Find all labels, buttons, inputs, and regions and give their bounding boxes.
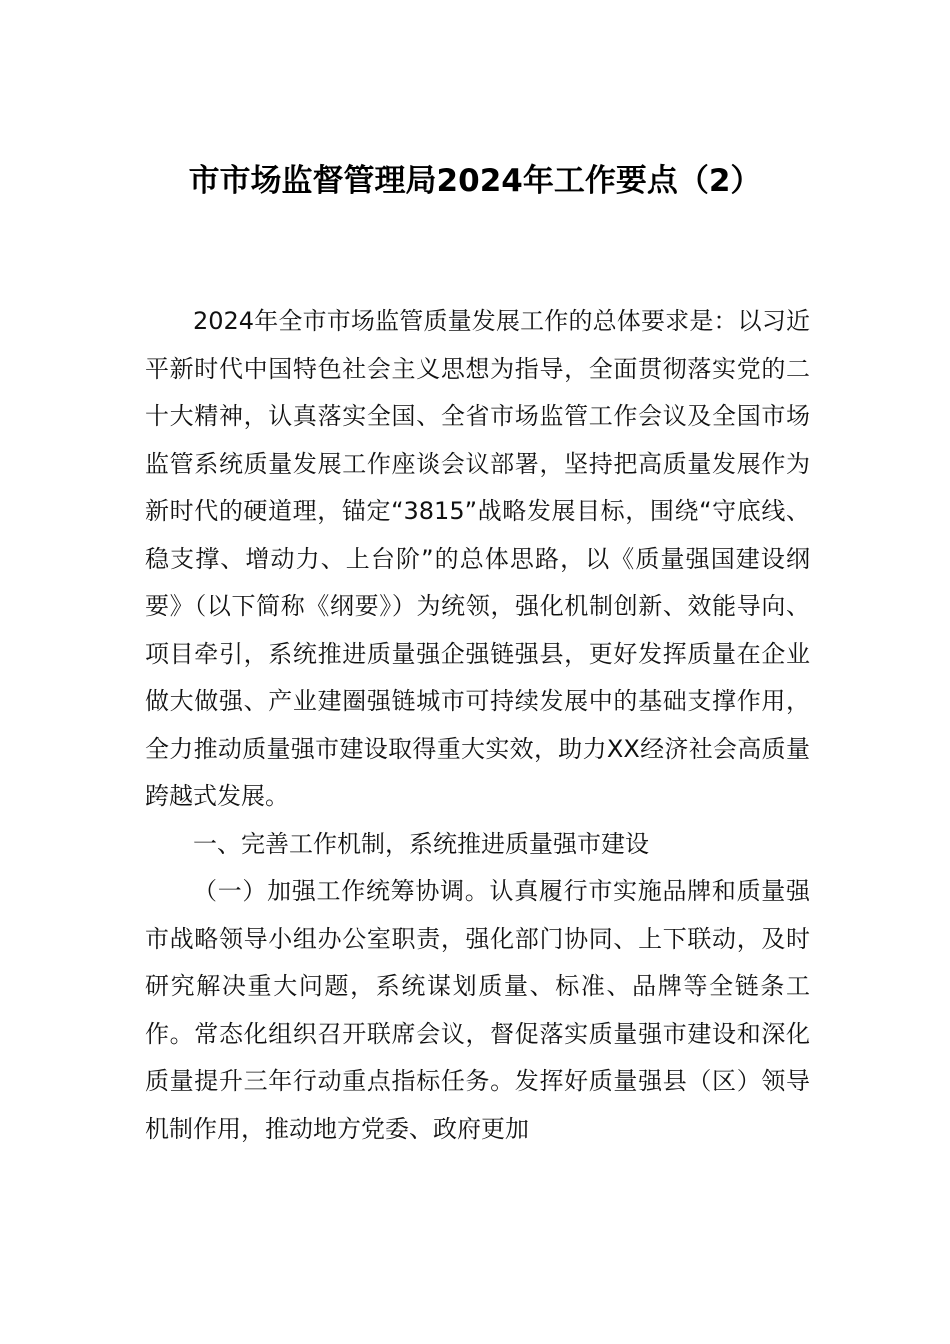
document-body bbox=[145, 298, 810, 1153]
section-heading-1: 一、完善工作机制，系统推进质量强市建设 bbox=[193, 829, 649, 858]
paragraph-coordination: （一）加强工作统筹协调。认真履行市实施品牌和质量强市战略领导小组办公室职责，强化部门协同、上下联动，及时研究解决重大问题，系统谋划质量、标准、品牌等全链条工作。常态化组织召开联席会议，督促落实质量强市建设和深化质量提升三年行动重点指标任务。发挥好质量强县（区）领导机制作用，推动地方党委、政府更加 bbox=[145, 877, 810, 1143]
paragraph-general-requirements: 2024年全市市场监管质量发展工作的总体要求是：以习近平新时代中国特色社会主义思想为指导，全面贯彻落实党的二十大精神，认真落实全国、全省市场监管工作会议及全国市场监管系统质量发展工作座谈会议部署，坚持把高质量发展作为新时代的硬道理，锚定“3815”战略发展目标，围绕“守底线、稳支撑、增动力、上台阶”的总体思路，以《质量强国建设纲要》（以下简称《纲要》）为统领，强化机制创新、效能导向、项目牵引，系统推进质量强企强链强县，更好发挥质量在企业做大做强、产业建圈强链城市可持续发展中的基础支撑作用，全力推动质量强市建设取得重大实效，助力XX经济社会高质量跨越式发展。 bbox=[145, 307, 810, 810]
document-title: 市市场监督管理局2024年工作要点（2） bbox=[188, 163, 762, 199]
